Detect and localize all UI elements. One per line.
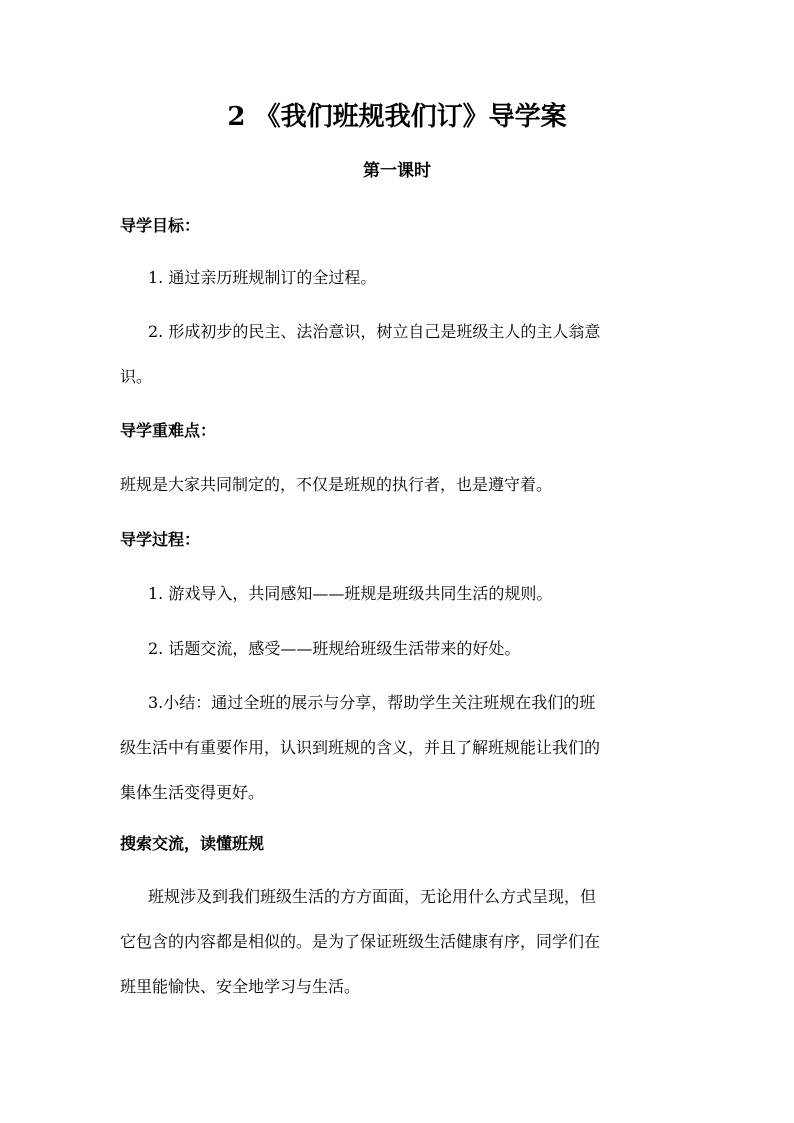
explore-paragraph-line-3: 班里能愉快、安全地学习与生活。 xyxy=(120,977,361,996)
process-heading: 导学过程： xyxy=(120,530,201,549)
explore-heading: 搜索交流，读懂班规 xyxy=(120,834,265,853)
key-points-heading: 导学重难点： xyxy=(120,421,217,440)
process-item-2: 2. 话题交流，感受——班规给班级生活带来的好处。 xyxy=(148,639,521,658)
explore-paragraph-line-2: 它包含的内容都是相似的。是为了保证班级生活健康有序，同学们在 xyxy=(120,932,601,951)
explore-paragraph-line-1: 班规涉及到我们班级生活的方方面面，无论用什么方式呈现，但 xyxy=(148,887,597,906)
document-subtitle: 第一课时 xyxy=(363,161,431,181)
process-item-3-line-1: 3.小结：通过全班的展示与分享，帮助学生关注班规在我们的班 xyxy=(148,693,596,712)
process-item-1: 1. 游戏导入，共同感知——班规是班级共同生活的规则。 xyxy=(148,584,553,603)
process-item-3-line-3: 集体生活变得更好。 xyxy=(120,783,265,802)
goals-item-1: 1. 通过亲历班规制订的全过程。 xyxy=(148,268,377,287)
document-title: 2 《我们班规我们订》导学案 xyxy=(227,102,567,132)
goals-item-2-line-2: 识。 xyxy=(120,367,153,386)
goals-item-2-line-1: 2. 形成初步的民主、法治意识，树立自己是班级主人的主人翁意 xyxy=(148,322,601,341)
goals-heading: 导学目标： xyxy=(120,216,201,235)
key-points-text: 班规是大家共同制定的，不仅是班规的执行者，也是遵守着。 xyxy=(120,475,553,494)
process-item-3-line-2: 级生活中有重要作用，认识到班规的含义，并且了解班规能让我们的 xyxy=(120,738,601,757)
